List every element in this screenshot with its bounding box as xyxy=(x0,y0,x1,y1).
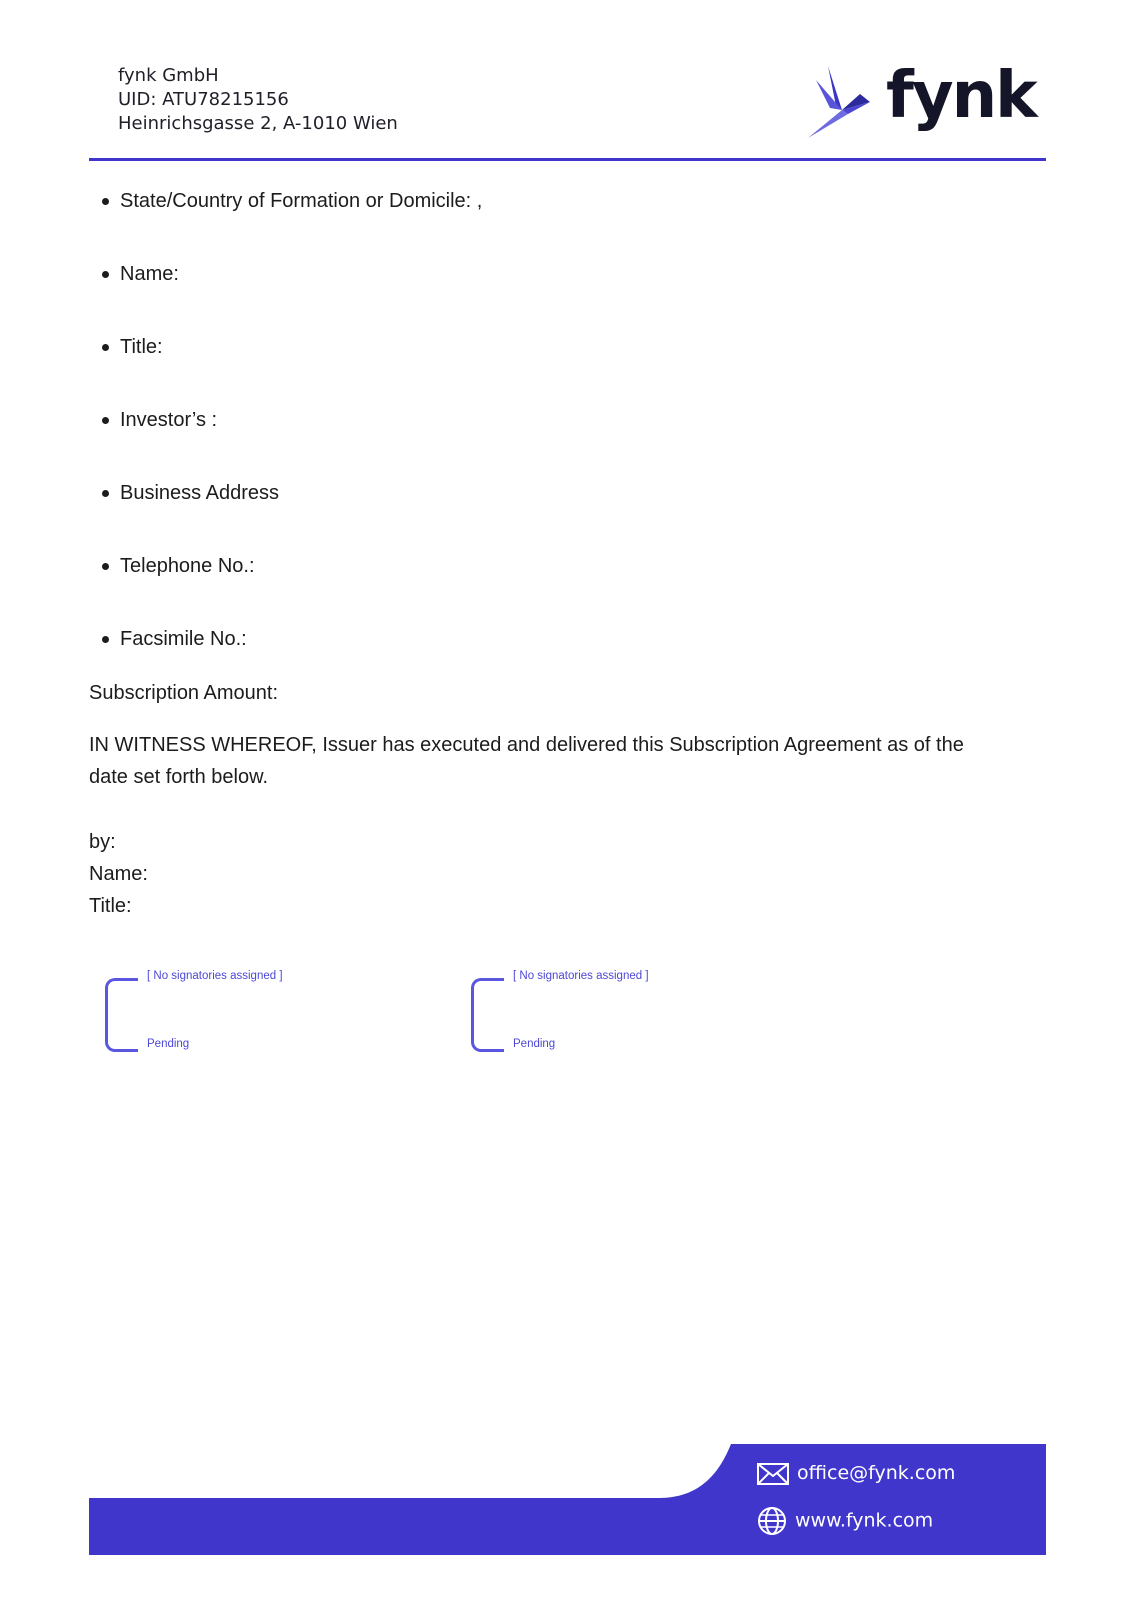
list-item: Telephone No.: xyxy=(100,553,482,626)
company-uid: UID: ATU78215156 xyxy=(118,89,289,110)
bullet-icon xyxy=(102,636,109,643)
footer-email[interactable] xyxy=(757,1462,955,1485)
signature-status: Pending xyxy=(147,1038,190,1050)
globe-icon xyxy=(757,1506,787,1536)
signature-box[interactable] xyxy=(105,970,345,1056)
email-text: office@fynk.com xyxy=(797,1462,956,1484)
signature-status: Pending xyxy=(513,1038,556,1050)
bird-logo-icon xyxy=(808,62,880,142)
footer-website[interactable] xyxy=(757,1506,933,1536)
company-name: fynk GmbH xyxy=(118,65,219,86)
bullet-icon xyxy=(102,490,109,497)
list-item: Investor’s : xyxy=(100,407,482,480)
signature-bracket xyxy=(105,978,138,1052)
name-label: Name: xyxy=(89,863,148,885)
company-address: Heinrichsgasse 2, A-1010 Wien xyxy=(118,113,398,134)
bullet-icon xyxy=(102,417,109,424)
subscription-amount: Subscription Amount: xyxy=(89,682,278,704)
footer xyxy=(89,1444,1046,1555)
fynk-logo xyxy=(808,59,1036,142)
signature-block xyxy=(89,826,148,922)
list-item: Title: xyxy=(100,334,482,407)
field-list xyxy=(100,188,482,699)
list-item: State/Country of Formation or Domicile: , xyxy=(100,188,482,261)
list-item: Name: xyxy=(100,261,482,334)
envelope-icon xyxy=(757,1463,789,1485)
footer-band xyxy=(89,1444,1046,1555)
company-info xyxy=(118,64,398,136)
bullet-icon xyxy=(102,563,109,570)
website-text: www.fynk.com xyxy=(795,1509,934,1532)
witness-line: IN WITNESS WHEREOF, Issuer has executed and delivered this Subscription Agreement as of the xyxy=(89,734,964,756)
logo-wordmark: fynk xyxy=(886,59,1036,133)
title-label: Title: xyxy=(89,895,132,917)
signature-bracket xyxy=(471,978,504,1052)
signature-box[interactable] xyxy=(471,970,711,1056)
bullet-icon xyxy=(102,271,109,278)
bullet-icon xyxy=(102,344,109,351)
by-label: by: xyxy=(89,831,116,853)
signatory-label: [ No signatories assigned ] xyxy=(147,970,283,982)
witness-line: date set forth below. xyxy=(89,766,269,788)
header-divider xyxy=(89,158,1046,161)
list-item: Facsimile No.: xyxy=(100,626,482,699)
bullet-icon xyxy=(102,198,109,205)
signatory-label: [ No signatories assigned ] xyxy=(513,970,649,982)
witness-paragraph xyxy=(89,729,1029,793)
list-item: Business Address xyxy=(100,480,482,553)
